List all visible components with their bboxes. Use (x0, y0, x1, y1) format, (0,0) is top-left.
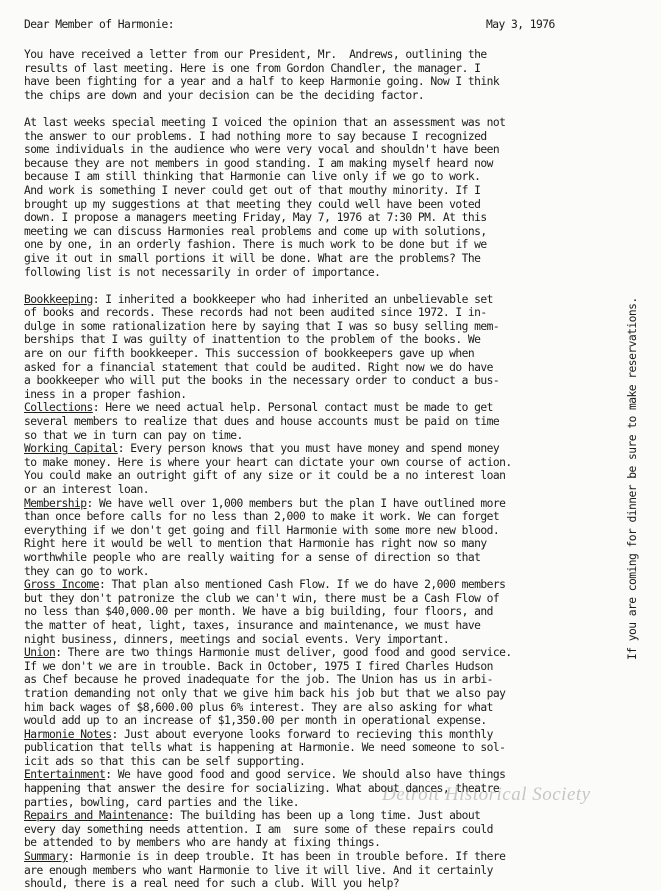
section-text: : That plan also mentioned Cash Flow. If we do have 2,000 members (99, 578, 506, 592)
text-line: results of last meeting. Here is one from Gordon Chandler, the manager. I (24, 61, 481, 75)
text-line: the chips are down and your decision can be the deciding factor. (24, 88, 425, 102)
section-union (24, 646, 614, 728)
section-first-line (24, 293, 614, 307)
text-line: brought up my suggestions at that meeting they could well have been voted (24, 197, 481, 211)
text-line: no less than $40,000.00 per month. We have a big building, four floors, and (24, 605, 493, 619)
text-line: happening that answer the desire for socializing. What about dances, theatre (24, 782, 500, 796)
text-line: one by one, in an orderly fashion. There is much work to be done but if we (24, 238, 487, 252)
meeting-paragraph (24, 116, 614, 279)
text-line: of books and records. These records had not been audited since 1972. I in- (24, 306, 487, 320)
text-line: because I am still thinking that Harmonie can live only if we go to work. (24, 170, 481, 184)
text-line: the answer to our problems. I had nothing more to say because I recognized (24, 129, 487, 143)
section-heading: Bookkeeping (24, 292, 93, 306)
text-line: berships that I was guilty of inattention to the problem of the books. We (24, 333, 481, 347)
text-line: as Chef because he proved inadequate for the job. The Union has us in arbi- (24, 673, 493, 687)
text-line: be attended to by members who are handy at fixing things. (24, 836, 381, 850)
text-line: dulge in some rationalization here by saying that I was so busy selling mem- (24, 319, 500, 333)
section-collections (24, 401, 614, 442)
text-line: a bookkeeper who will put the books in the necessary order to conduct a bus- (24, 374, 500, 388)
text-line: Right here it would be well to mention that Harmonie has right now so many (24, 537, 487, 551)
text-line: night business, dinners, meetings and social events. Very important. (24, 632, 450, 646)
section-summary (24, 850, 614, 891)
section-repairs-maintenance (24, 809, 614, 850)
section-heading: Harmonie Notes (24, 727, 112, 741)
text-line: him back wages of $8,600.00 plus 6% interest. They are also asking for what (24, 700, 493, 714)
text-line: several members to realize that dues and house accounts must be paid on time (24, 415, 500, 429)
section-heading: Gross Income (24, 578, 100, 592)
section-first-line (24, 442, 614, 456)
text-line: every day something needs attention. I am sure some of these repairs could (24, 822, 493, 836)
section-first-line (24, 728, 614, 742)
salutation: Dear Member of Harmonie: (24, 18, 175, 31)
text-line: asked for a financial statement that could be audited. Right now we do have (24, 360, 493, 374)
section-text: : Just about everyone looks forward to recieving this monthly (111, 727, 493, 741)
text-line: would add up to an increase of $1,350.00 per month in operational expense. (24, 714, 487, 728)
text-line: down. I propose a managers meeting Friday, May 7, 1976 at 7:30 PM. At this (24, 211, 487, 225)
text-line: icit ads so that this can be self supporting. (24, 754, 306, 768)
text-line: have been fighting for a year and a half to keep Harmonie going. Now I think (24, 75, 500, 89)
section-first-line (24, 850, 614, 864)
text-line: publication that tells what is happening at Harmonie. We need someone to sol- (24, 741, 506, 755)
section-first-line (24, 497, 614, 511)
section-first-line (24, 578, 614, 592)
letter-header (24, 18, 614, 32)
text-line: should, there is a real need for such a club. Will you help? (24, 877, 400, 891)
text-line: or an interest loan. (24, 483, 150, 496)
section-working-capital (24, 442, 614, 496)
text-line: And work is something I never could get out of that mouthy minority. If I (24, 183, 481, 197)
section-first-line (24, 401, 614, 415)
section-text: : The building has been up a long time. Just about (167, 809, 481, 823)
section-heading: Working Capital (24, 442, 118, 456)
text-line: tration demanding not only that we give him back his job but that we also pay (24, 686, 506, 700)
text-line: You have received a letter from our President, Mr. Andrews, outlining the (24, 48, 487, 61)
text-line: iness in a proper fashion. (24, 387, 187, 401)
text-line: because they are not members in good standing. I am making myself heard now (24, 156, 493, 170)
section-text: : We have well over 1,000 members but the plan I have outlined more (86, 496, 506, 510)
text-line: but they don't patronize the club we can't win, there must be a Cash Flow of (24, 591, 500, 605)
section-heading: Union (24, 646, 56, 660)
section-first-line (24, 809, 614, 823)
section-harmonie-notes (24, 728, 614, 769)
section-heading: Repairs and Maintenance (24, 809, 168, 823)
text-line: parties, bowling, card parties and the like. (24, 795, 300, 809)
section-heading: Collections (24, 401, 93, 415)
text-line: meeting we can discuss Harmonies real problems and come up with solutions, (24, 224, 487, 238)
section-first-line (24, 646, 614, 660)
text-line: If we don't we are in trouble. Back in October, 1975 I fired Charles Hudson (24, 659, 493, 673)
text-line: everything if we don't get going and fill Harmonie with some more new blood. (24, 523, 500, 537)
text-line: are on our fifth bookkeeper. This succession of bookkeepers gave up when (24, 347, 475, 361)
text-line: to make money. Here is where your heart can dictate your own course of action. (24, 455, 512, 469)
intro-paragraph (24, 48, 614, 102)
text-line: they can go to work. (24, 564, 150, 578)
section-gross-income (24, 578, 614, 646)
section-heading: Entertainment (24, 768, 106, 782)
text-line: the matter of heat, light, taxes, insurance and maintenance, we must have (24, 618, 481, 632)
text-line: following list is not necessarily in order of importance. (24, 265, 381, 279)
section-heading: Summary (24, 850, 68, 864)
text-line: worthwhile people who are really waiting for a sense of direction so that (24, 550, 481, 564)
letter-page (24, 18, 614, 891)
text-line: At last weeks special meeting I voiced the opinion that an assessment was not (24, 115, 506, 129)
text-line: are enough members who want Harmonie to live it will live. And it certainly (24, 863, 493, 877)
text-line: You could make an outright gift of any size or it could be a no interest loan (24, 469, 506, 483)
text-line: so that we in turn can pay on time. (24, 428, 243, 442)
text-line: some individuals in the audience who were very vocal and shouldn't have been (24, 143, 500, 157)
section-text: : There are two things Harmonie must deliver, good food and good service. (55, 646, 512, 660)
section-bookkeeping (24, 293, 614, 402)
text-line: give it out in small portions it will be done. What are the problems? The (24, 251, 481, 265)
section-text: : Here we need actual help. Personal contact must be made to get (92, 401, 493, 415)
letter-date: May 3, 1976 (486, 18, 555, 31)
text-line: than once before calls for no less than 2,000 to make it work. We can forget (24, 510, 500, 524)
section-text: : Harmonie is in deep trouble. It has been in trouble before. If there (67, 850, 506, 864)
section-first-line (24, 768, 614, 782)
section-membership (24, 497, 614, 579)
section-heading: Membership (24, 496, 87, 510)
section-text: : I inherited a bookkeeper who had inherited an unbelievable set (92, 292, 493, 306)
section-text: : We have good food and good service. We should also have things (105, 768, 506, 782)
section-text: : Every person knows that you must have money and spend money (117, 442, 500, 456)
margin-note: If you are coming for dinner be sure to make reservations. (626, 297, 639, 660)
watermark: Detroit Historical Society (382, 784, 591, 805)
